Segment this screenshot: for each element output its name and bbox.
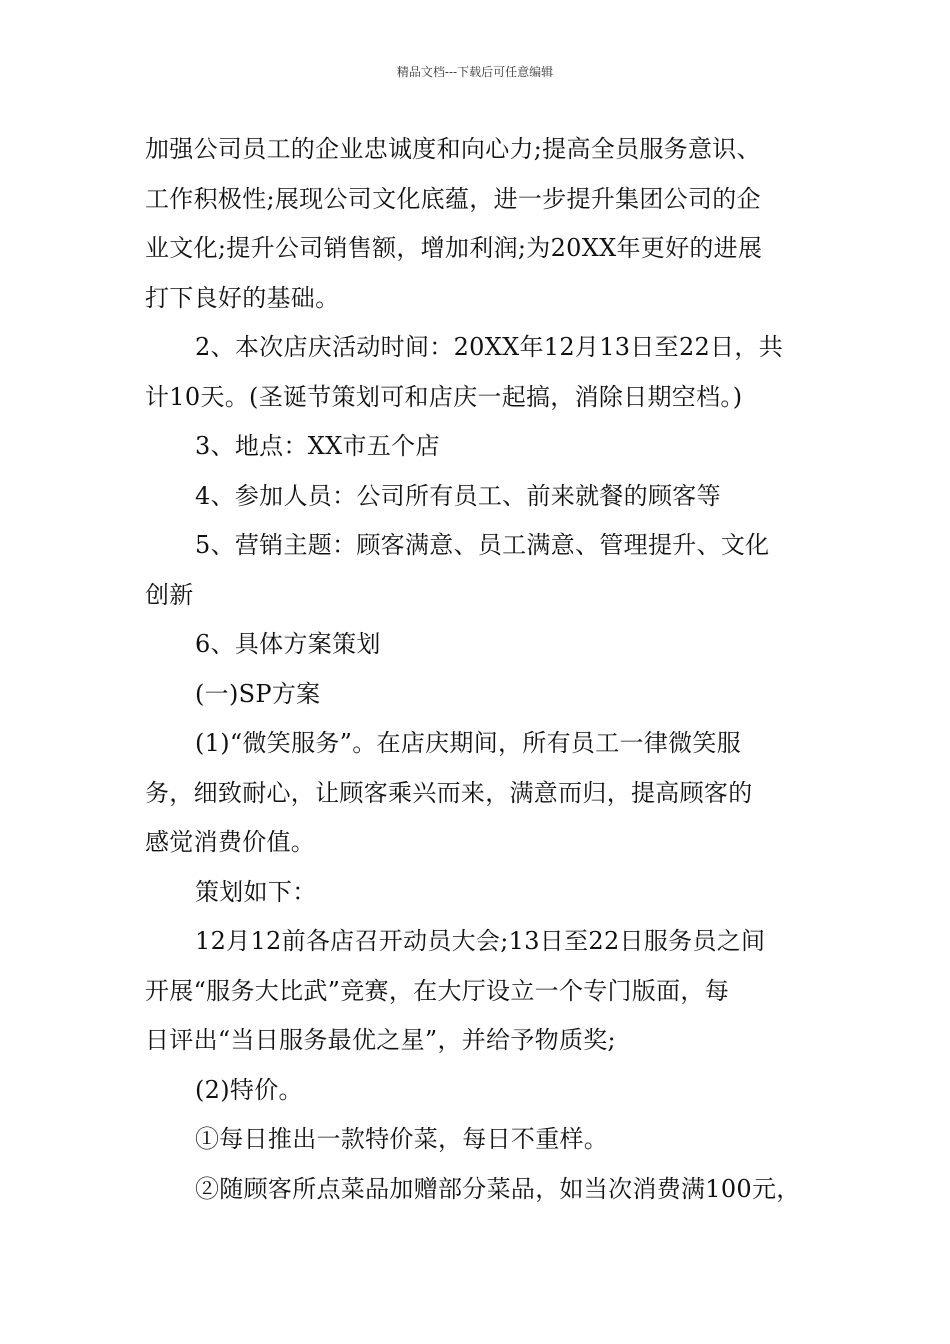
paragraph-line: 2、本次店庆活动时间：20XX年12月13日至22日，共	[195, 333, 783, 361]
paragraph-line: 工作积极性;展现公司文化底蕴，进一步提升集团公司的企	[145, 184, 761, 213]
paragraph-line: ①每日推出一款特价菜，每日不重样。	[195, 1125, 609, 1153]
paragraph-line: 务，细致耐心，让顾客乘兴而来，满意而归，提高顾客的	[145, 778, 753, 807]
paragraph-line: 业文化;提升公司销售额，增加利润;为20XX年更好的进展	[145, 234, 763, 262]
paragraph-line: 开展“服务大比武”竞赛，在大厅设立一个专门版面，每	[145, 976, 730, 1005]
paragraph-line: 3、地点：XX市五个店	[195, 432, 440, 460]
paragraph-line: 创新	[145, 580, 194, 609]
paragraph-line: 策划如下：	[195, 877, 317, 906]
paragraph-line: 6、具体方案策划	[195, 630, 381, 658]
paragraph-line: 感觉消费价值。	[145, 828, 316, 856]
paragraph-line: 日评出“当日服务最优之星”，并给予物质奖;	[145, 1026, 616, 1054]
paragraph-line: 加强公司员工的企业忠诚度和向心力;提高全员服务意识、	[145, 135, 761, 163]
page-header: 精品文档---下载后可任意编辑	[396, 65, 554, 79]
document-body	[145, 125, 825, 1214]
paragraph-line: 计10天。(圣诞节策划可和店庆一起搞，消除日期空档。)	[145, 382, 743, 411]
paragraph-line: (1)“微笑服务”。在店庆期间，所有员工一律微笑服	[195, 729, 742, 757]
paragraph-line: (2)特价。	[195, 1075, 303, 1104]
paragraph-line: 5、营销主题：顾客满意、员工满意、管理提升、文化	[195, 531, 770, 559]
paragraph-line: 打下良好的基础。	[145, 283, 340, 312]
paragraph-line: 4、参加人员：公司所有员工、前来就餐的顾客等	[195, 481, 721, 510]
paragraph-line: 12月12前各店召开动员大会;13日至22日服务员之间	[195, 927, 766, 955]
paragraph-line: ②随顾客所点菜品加赠部分菜品，如当次消费满100元，	[195, 1174, 801, 1203]
paragraph-line: (一)SP方案	[195, 679, 321, 708]
